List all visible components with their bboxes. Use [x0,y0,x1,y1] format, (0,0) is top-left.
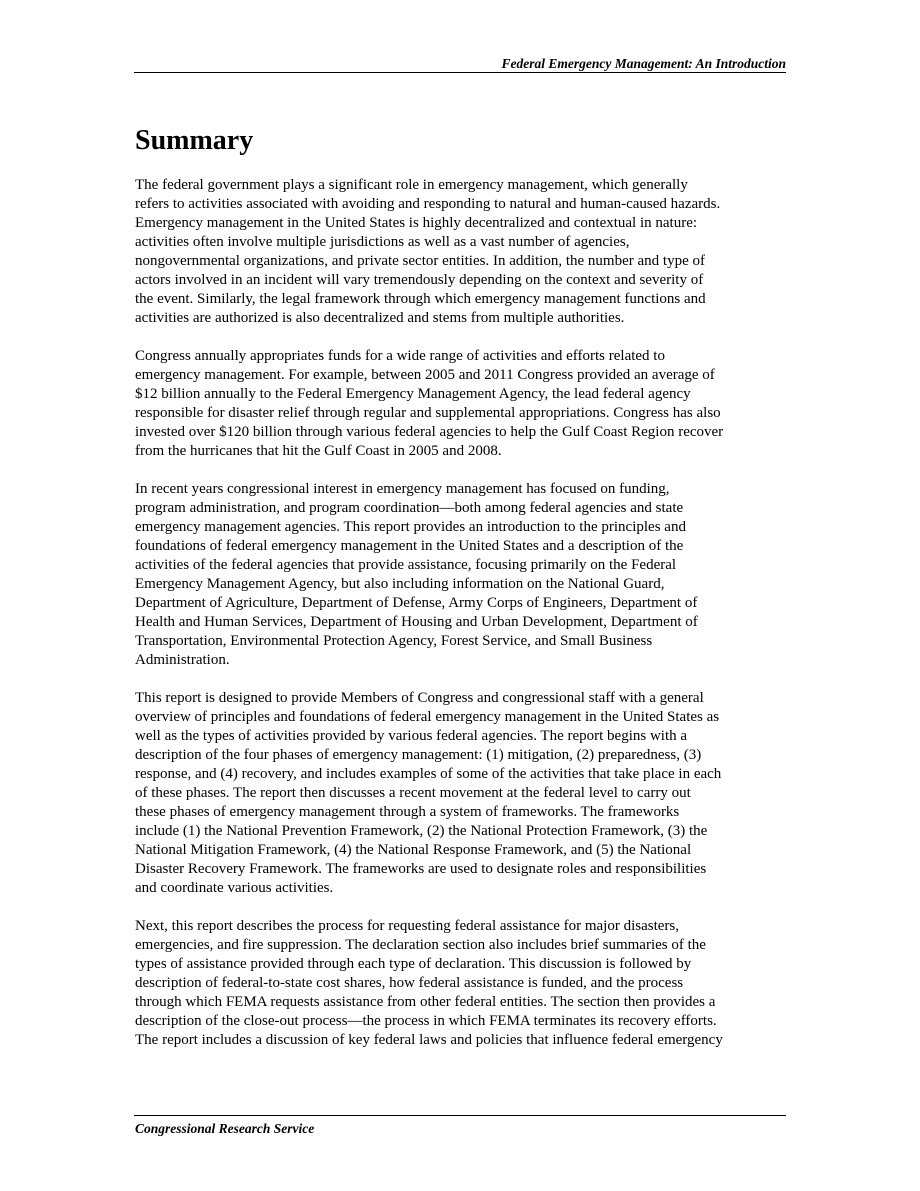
text-line: Emergency Management Agency, but also including information on the National Guard, [135,576,665,592]
text-line: foundations of federal emergency management in the United States and a description of the [135,538,684,554]
text-line: actors involved in an incident will vary tremendously depending on the context and severity of [135,272,704,288]
text-line: Department of Agriculture, Department of Defense, Army Corps of Engineers, Department of [135,595,698,611]
text-line: emergency management agencies. This report provides an introduction to the principles and [135,519,686,535]
text-line: This report is designed to provide Members of Congress and congressional staff with a general [135,690,704,706]
text-line: The report includes a discussion of key federal laws and policies that influence federal emergency [135,1032,723,1048]
text-line: $12 billion annually to the Federal Emergency Management Agency, the lead federal agency [135,386,691,402]
body-paragraph [135,176,787,328]
body-paragraph [135,689,787,898]
text-line: through which FEMA requests assistance from other federal entities. The section then provides a [135,994,716,1010]
text-line: types of assistance provided through each type of declaration. This discussion is followed by [135,956,692,972]
text-line: of these phases. The report then discusses a recent movement at the federal level to carry out [135,785,691,801]
text-line: activities often involve multiple jurisdictions as well as a vast number of agencies, [135,234,630,250]
text-line: from the hurricanes that hit the Gulf Coast in 2005 and 2008. [135,443,502,459]
text-line: well as the types of activities provided by various federal agencies. The report begins with a [135,728,688,744]
text-line: Transportation, Environmental Protection Agency, Forest Service, and Small Business [135,633,653,649]
text-line: response, and (4) recovery, and includes examples of some of the activities that take place in each [135,766,722,782]
text-line: Emergency management in the United States is highly decentralized and contextual in nature: [135,215,698,231]
text-line: National Mitigation Framework, (4) the National Response Framework, and (5) the National [135,842,692,858]
text-line: activities of the federal agencies that provide assistance, focusing primarily on the Federal [135,557,677,573]
text-line: overview of principles and foundations of federal emergency management in the United States as [135,709,720,725]
text-line: refers to activities associated with avoiding and responding to natural and human-caused hazards. [135,196,721,212]
text-line: program administration, and program coordination—both among federal agencies and state [135,500,684,516]
text-line: Next, this report describes the process for requesting federal assistance for major disasters, [135,918,679,934]
text-line: Administration. [135,652,230,668]
summary-body [135,176,787,1069]
text-line: the event. Similarly, the legal framework through which emergency management functions and [135,291,706,307]
text-line: description of federal-to-state cost shares, how federal assistance is funded, and the process [135,975,684,991]
text-line: description of the four phases of emergency management: (1) mitigation, (2) preparedness, (3) [135,747,702,763]
text-line: include (1) the National Prevention Framework, (2) the National Protection Framework, (3) the [135,823,708,839]
text-line: Congress annually appropriates funds for a wide range of activities and efforts related to [135,348,665,364]
body-paragraph [135,347,787,461]
body-paragraph [135,480,787,670]
text-line: emergencies, and fire suppression. The declaration section also includes brief summaries of the [135,937,706,953]
text-line: Disaster Recovery Framework. The frameworks are used to designate roles and responsibilities [135,861,707,877]
text-line: In recent years congressional interest in emergency management has focused on funding, [135,481,670,497]
body-paragraph [135,917,787,1050]
running-header-title: Federal Emergency Management: An Introduction [501,56,786,71]
section-heading: Summary [135,125,254,156]
text-line: activities are authorized is also decentralized and stems from multiple authorities. [135,310,625,326]
footer-publisher: Congressional Research Service [135,1121,315,1136]
text-line: these phases of emergency management through a system of frameworks. The frameworks [135,804,680,820]
text-line: The federal government plays a significant role in emergency management, which generally [135,177,688,193]
text-line: invested over $120 billion through various federal agencies to help the Gulf Coast Region recover [135,424,724,440]
text-line: description of the close-out process—the process in which FEMA terminates its recovery efforts. [135,1013,717,1029]
text-line: responsible for disaster relief through regular and supplemental appropriations. Congress has also [135,405,721,421]
text-line: emergency management. For example, between 2005 and 2011 Congress provided an average of [135,367,715,383]
footer-divider [134,1115,786,1116]
text-line: nongovernmental organizations, and private sector entities. In addition, the number and type of [135,253,705,269]
header-divider [134,72,786,73]
text-line: Health and Human Services, Department of Housing and Urban Development, Department of [135,614,698,630]
text-line: and coordinate various activities. [135,880,334,896]
